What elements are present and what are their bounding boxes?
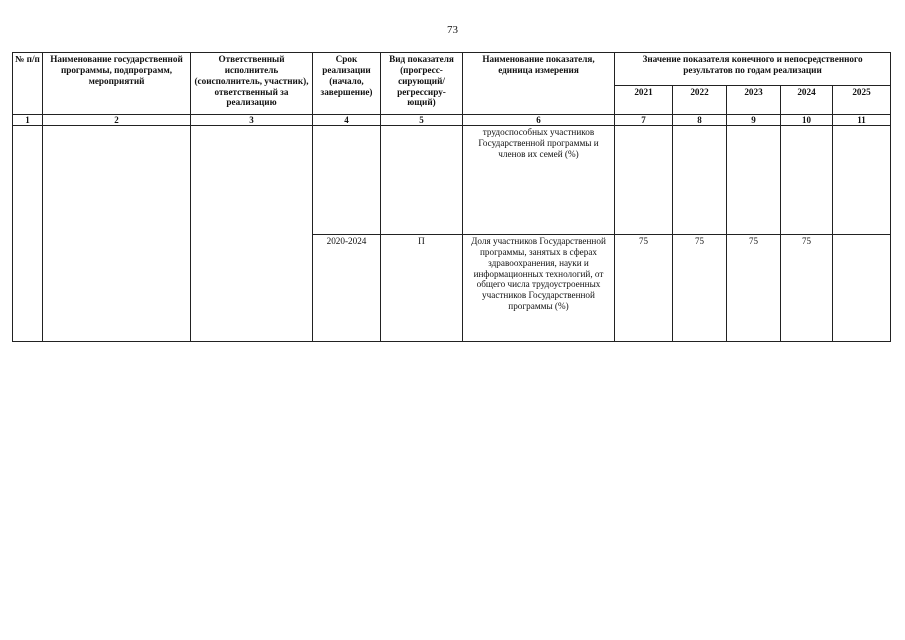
cell-value	[781, 126, 833, 235]
cell-program-name	[43, 126, 191, 342]
cell-value	[615, 126, 673, 235]
header-year: 2025	[833, 86, 891, 115]
cell-term: 2020-2024	[313, 235, 381, 342]
column-number: 3	[191, 115, 313, 126]
header-year: 2022	[673, 86, 727, 115]
header-indicator-type: Вид показателя (прогресс-сирующий/ регрессиру-ющий)	[381, 53, 463, 115]
column-number: 8	[673, 115, 727, 126]
cell-number	[13, 126, 43, 342]
cell-indicator-name: трудоспособных участников Государственной программы и членов их семей (%)	[463, 126, 615, 235]
cell-value	[833, 235, 891, 342]
cell-value	[727, 126, 781, 235]
cell-indicator-name: Доля участников Государственной программы, занятых в сферах здравоохранения, науки и информационных технологий, от общего числа трудоустроенных участников Государственной программы (%)	[463, 235, 615, 342]
page-number: 73	[447, 24, 458, 36]
cell-responsible	[191, 126, 313, 342]
cell-value: 75	[673, 235, 727, 342]
cell-term	[313, 126, 381, 235]
header-term: Срок реализации (начало, завершение)	[313, 53, 381, 115]
header-year: 2024	[781, 86, 833, 115]
column-number-row	[13, 115, 891, 126]
header-values-group: Значение показателя конечного и непосредственного результатов по годам реализации	[615, 53, 891, 86]
column-number: 9	[727, 115, 781, 126]
column-number: 5	[381, 115, 463, 126]
cell-indicator-type	[381, 126, 463, 235]
header-year: 2021	[615, 86, 673, 115]
cell-value	[833, 126, 891, 235]
column-number: 4	[313, 115, 381, 126]
cell-value: 75	[727, 235, 781, 342]
header-responsible: Ответственный исполнитель (соисполнитель, участник), ответственный за реализацию	[191, 53, 313, 115]
column-number: 10	[781, 115, 833, 126]
header-indicator-name: Наименование показателя, единица измерения	[463, 53, 615, 115]
table-row	[13, 126, 891, 235]
cell-value: 75	[781, 235, 833, 342]
indicator-table	[12, 52, 891, 342]
column-number: 6	[463, 115, 615, 126]
cell-indicator-type: П	[381, 235, 463, 342]
cell-value	[673, 126, 727, 235]
column-number: 2	[43, 115, 191, 126]
header-program-name: Наименование государственной программы, подпрограмм, мероприятий	[43, 53, 191, 115]
column-number: 11	[833, 115, 891, 126]
header-number: № п/п	[13, 53, 43, 115]
cell-value: 75	[615, 235, 673, 342]
header-year: 2023	[727, 86, 781, 115]
column-number: 7	[615, 115, 673, 126]
column-number: 1	[13, 115, 43, 126]
